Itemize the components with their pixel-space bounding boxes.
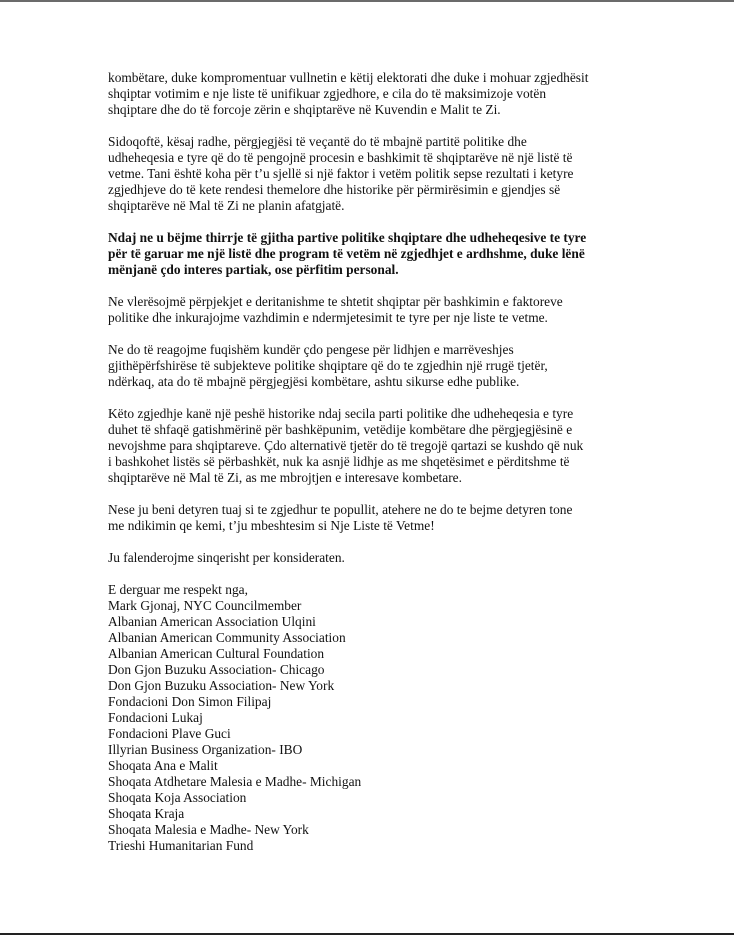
signatory: Illyrian Business Organization- IBO bbox=[108, 742, 303, 757]
page-top-border bbox=[0, 0, 734, 2]
paragraph bbox=[108, 406, 648, 486]
text-line: gjithëpërfshirëse të subjekteve politike shqiptare që do te zgjedhin një rrugë tjetër, bbox=[108, 358, 548, 373]
signatory: Shoqata Kraja bbox=[108, 806, 185, 821]
signatory: Shoqata Atdhetare Malesia e Madhe- Michigan bbox=[108, 774, 362, 789]
text-line: mënjanë çdo interes partiak, ose përfitim personal. bbox=[108, 262, 399, 277]
paragraph bbox=[108, 342, 648, 390]
text-line: me ndikimin qe kemi, t’ju mbeshtesim si Nje Liste të Vetme! bbox=[108, 518, 435, 533]
text-line: nevojshme para shqiptareve. Çdo alternativë tjetër do të tregojë qartazi se kushdo që nuk bbox=[108, 438, 584, 453]
paragraph bbox=[108, 134, 648, 214]
signatory: Mark Gjonaj, NYC Councilmember bbox=[108, 598, 302, 613]
bold-paragraph bbox=[108, 230, 648, 278]
text-line: shqiptare dhe do të forcoje zërin e shqiptarëve në Kuvendin e Malit te Zi. bbox=[108, 102, 501, 117]
paragraph bbox=[108, 294, 648, 326]
document-page bbox=[108, 70, 648, 854]
text-line: shqiptar votimim e nje liste të unifikuar zgjedhore, e cila do të maksimizoje votën bbox=[108, 86, 547, 101]
signatory: Fondacioni Plave Guci bbox=[108, 726, 231, 741]
signatory: Shoqata Malesia e Madhe- New York bbox=[108, 822, 309, 837]
text-line: shqiptarëve në Mal të Zi, as me mbrojtjen e interesave kombetare. bbox=[108, 470, 462, 485]
text-line: shqiptarëve në Mal të Zi ne planin afatgjatë. bbox=[108, 198, 345, 213]
text-line: udheheqesia e tyre që do të pengojnë procesin e bashkimit të shqiptarëve në një listë të bbox=[108, 150, 573, 165]
text-line: Sidoqoftë, kësaj radhe, përgjegjësi të veçantë do të mbajnë partitë politike dhe bbox=[108, 134, 527, 149]
text-line: Nese ju beni detyren tuaj si te zgjedhur te popullit, atehere ne do te bejme detyren tone bbox=[108, 502, 573, 517]
text-line: ndërkaq, ata do të mbajnë përgjegjësi kombëtare, ashtu sikurse edhe publike. bbox=[108, 374, 520, 389]
text-line: zgjedhjeve do të kete rendesi themelore dhe historike për përmirësimin e gjendjes së bbox=[108, 182, 561, 197]
text-line: i bashkohet listës së përbashkët, nuk ka asnjë lidhje as me shqetësimet e përditshme të bbox=[108, 454, 570, 469]
signatory: Trieshi Humanitarian Fund bbox=[108, 838, 254, 853]
signatory: Don Gjon Buzuku Association- New York bbox=[108, 678, 335, 693]
signatory: Albanian American Cultural Foundation bbox=[108, 646, 325, 661]
signatory: Fondacioni Don Simon Filipaj bbox=[108, 694, 272, 709]
text-line: vetme. Tani është koha për t’u sjellë si një faktor i vetëm politik sepse rezultati i ketyre bbox=[108, 166, 574, 181]
signatory-list bbox=[108, 598, 648, 854]
text-line: Ju falenderojme sinqerisht per konsideraten. bbox=[108, 550, 345, 565]
paragraph bbox=[108, 502, 648, 534]
document-body bbox=[108, 70, 648, 566]
signatory: Albanian American Community Association bbox=[108, 630, 346, 645]
paragraph bbox=[108, 550, 648, 566]
text-line: Ne do të reagojme fuqishëm kundër çdo pengese për lidhjen e marrëveshjes bbox=[108, 342, 514, 357]
signatory: Fondacioni Lukaj bbox=[108, 710, 203, 725]
signatory: Don Gjon Buzuku Association- Chicago bbox=[108, 662, 325, 677]
signoff-block bbox=[108, 582, 648, 854]
text-line: Ne vlerësojmë përpjekjet e deritanishme te shtetit shqiptar për bashkimin e faktoreve bbox=[108, 294, 563, 309]
closing-line: E derguar me respekt nga, bbox=[108, 582, 248, 597]
signatory: Shoqata Koja Association bbox=[108, 790, 247, 805]
text-line: për të garuar me një listë dhe program të vetëm në zgjedhjet e ardhshme, duke lënë bbox=[108, 246, 585, 261]
signatory: Albanian American Association Ulqini bbox=[108, 614, 316, 629]
paragraph bbox=[108, 70, 648, 118]
text-line: kombëtare, duke kompromentuar vullnetin e këtij elektorati dhe duke i mohuar zgjedhësit bbox=[108, 70, 589, 85]
signatory: Shoqata Ana e Malit bbox=[108, 758, 218, 773]
text-line: Këto zgjedhje kanë një peshë historike ndaj secila parti politike dhe udheheqesia e tyre bbox=[108, 406, 574, 421]
text-line: duhet të shfaqë gatishmërinë për bashkëpunim, vetëdije kombëtare dhe përgjegjësinë e bbox=[108, 422, 573, 437]
text-line: Ndaj ne u bëjme thirrje të gjitha partive politike shqiptare dhe udheheqesive te tyre bbox=[108, 230, 587, 245]
text-line: politike dhe inkurajojme vazhdimin e ndermjetesimit te tyre per nje liste te vetme. bbox=[108, 310, 548, 325]
